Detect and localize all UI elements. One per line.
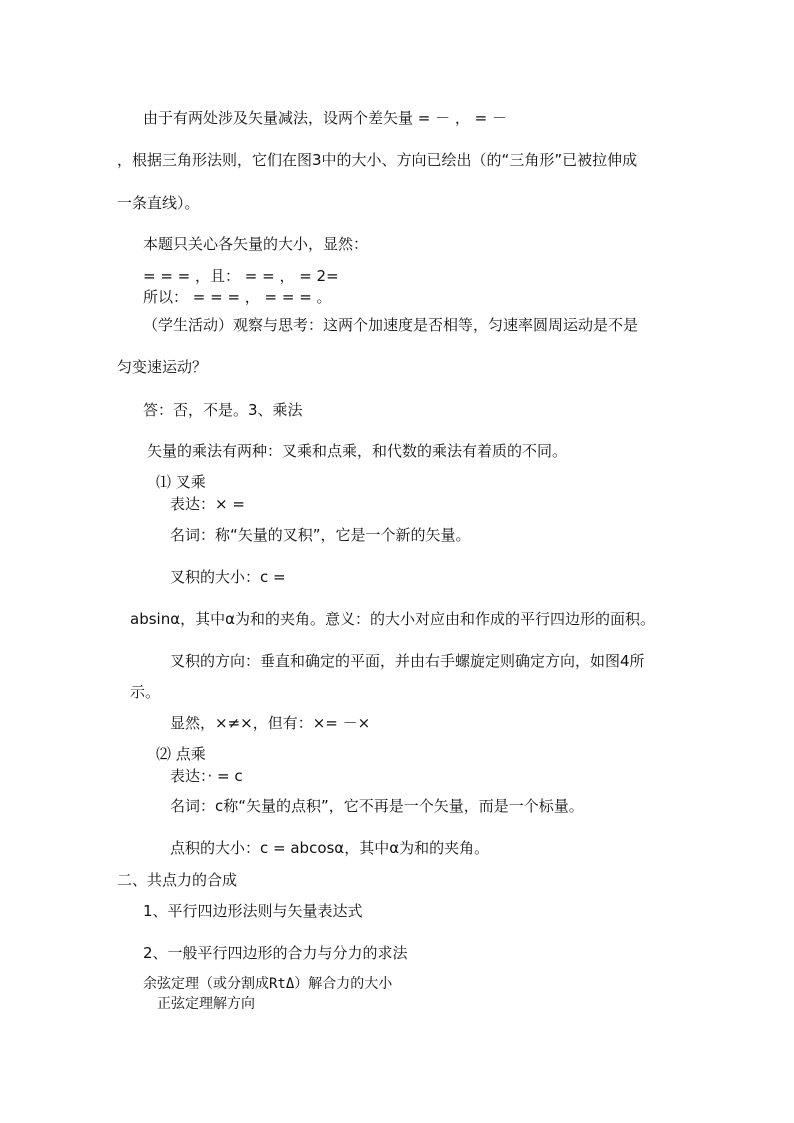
section-heading: 二、共点力的合成	[117, 871, 238, 889]
paragraph-line: 答：否，不是。3、乘法	[143, 401, 303, 419]
paragraph-line: absinα，其中α为和的夹角。意义：的大小对应由和作成的平行四边形的面积。	[130, 610, 655, 628]
paragraph-line: 名词：c称“矢量的点积”，它不再是一个矢量，而是一个标量。	[170, 797, 584, 815]
list-item: 2、一般平行四边形的合力与分力的求法	[143, 944, 408, 962]
paragraph-line: 正弦定理解方向	[157, 996, 255, 1012]
paragraph-line: 一条直线）。	[117, 194, 200, 212]
paragraph-line: 匀变速运动？	[117, 358, 208, 376]
paragraph-line: 本题只关心各矢量的大小，显然：	[143, 235, 369, 253]
paragraph-line: 由于有两处涉及矢量减法，设两个差矢量 = － ， = －	[143, 109, 507, 127]
equation-line: = = = ，且： = = ， = 2=	[143, 267, 339, 285]
paragraph-line: 叉积的大小：c =	[170, 568, 286, 586]
paragraph-line: （学生活动）观察与思考：这两个加速度是否相等，匀速率圆周运动是不是	[143, 316, 639, 334]
paragraph-line: 名词：称“矢量的叉积”，它是一个新的矢量。	[170, 526, 471, 544]
equation-line: 所以： = = = ， = = = 。	[143, 288, 332, 306]
paragraph-line: 点积的大小：c = abcosα，其中α为和的夹角。	[170, 839, 490, 857]
paragraph-line: 示。	[130, 683, 161, 701]
paragraph-line: 矢量的乘法有两种：叉乘和点乘，和代数的乘法有着质的不同。	[147, 442, 568, 460]
paragraph-line: 显然，×≠×，但有：×= －×	[170, 714, 371, 732]
subsection-heading: ⑵ 点乘	[156, 745, 206, 763]
paragraph-line: 余弦定理（或分割成RtΔ）解合力的大小	[143, 976, 393, 992]
subsection-heading: ⑴ 叉乘	[156, 473, 206, 491]
paragraph-line: ，根据三角形法则，它们在图3中的大小、方向已绘出（的“三角形”已被拉伸成	[117, 151, 638, 169]
expression-line: 表达：· = c	[170, 767, 243, 785]
paragraph-line: 叉积的方向：垂直和确定的平面，并由右手螺旋定则确定方向，如图4所	[170, 652, 645, 670]
list-item: 1、平行四边形法则与矢量表达式	[143, 902, 363, 920]
expression-line: 表达：× =	[170, 495, 245, 513]
